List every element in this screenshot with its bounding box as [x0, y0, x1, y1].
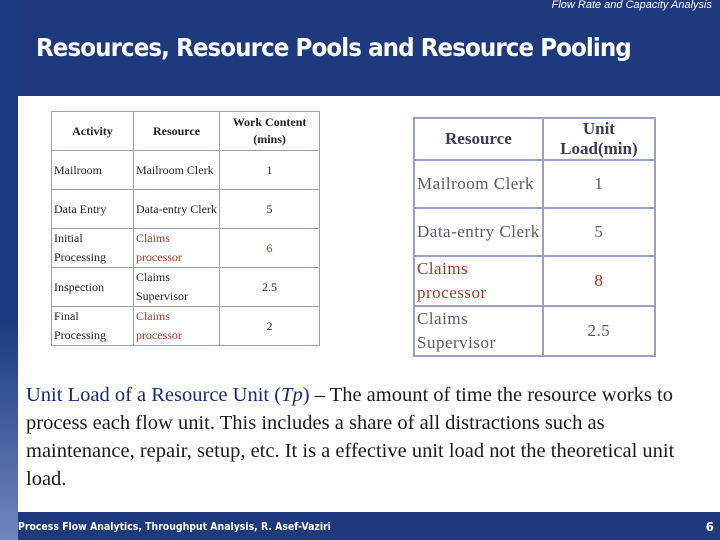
column-header-activity: Activity [52, 112, 134, 151]
unit-load-cell: 8 [543, 256, 655, 306]
resource-cell: Claims Supervisor [414, 306, 543, 356]
resource-cell: Claims processor [133, 229, 219, 268]
resource-cell: Claims processor [133, 307, 219, 346]
activity-cell: Initial Processing [52, 229, 134, 268]
activity-table [51, 111, 320, 346]
work-cell: 2 [220, 307, 320, 346]
table-row [52, 229, 320, 268]
activity-cell: Mailroom [52, 151, 134, 190]
column-header-work-content: Work Content (mins) [220, 112, 320, 151]
unit-load-table [413, 117, 656, 357]
slide-header [18, 0, 720, 96]
resource-cell: Mailroom Clerk [133, 151, 219, 190]
unit-load-definition [26, 381, 716, 493]
slide-footer [18, 512, 720, 540]
column-header-unit-load: Unit Load(min) [543, 118, 655, 160]
column-header-resource: Resource [414, 118, 543, 160]
table-row [52, 190, 320, 229]
table-row [414, 208, 655, 256]
table-header-row [52, 112, 320, 151]
activity-cell: Data Entry [52, 190, 134, 229]
table-row [414, 256, 655, 306]
table-row [414, 306, 655, 356]
top-caption: Flow Rate and Capacity Analysis [551, 0, 712, 11]
activity-cell: Final Processing [52, 307, 134, 346]
footer-text: Process Flow Analytics, Throughput Analysis, R. Asef-Vaziri [18, 520, 331, 533]
resource-cell: Data-entry Clerk [133, 190, 219, 229]
resource-cell: Claims Supervisor [133, 268, 219, 307]
work-cell: 2.5 [220, 268, 320, 307]
definition-term: Unit Load of a Resource Unit ( [26, 384, 282, 406]
slide-title: Resources, Resource Pools and Resource Pooling [36, 33, 631, 62]
definition-dash: – [309, 384, 330, 406]
work-cell: 6 [220, 229, 320, 268]
resource-cell: Data-entry Clerk [414, 208, 543, 256]
unit-load-cell: 1 [543, 160, 655, 208]
table-header-row [414, 118, 655, 160]
unit-load-cell: 2.5 [543, 306, 655, 356]
table-row [414, 160, 655, 208]
page-number: 6 [705, 520, 714, 534]
table-row [52, 268, 320, 307]
unit-load-cell: 5 [543, 208, 655, 256]
definition-term-end: ) [302, 384, 310, 406]
resource-cell: Claims processor [414, 256, 543, 306]
definition-body: The amount of time the resource works to process each flow unit. This includes a share of all distractions such as maintenance, repair, setup, etc. It is a effective unit load not the theoretical unit load. [26, 384, 675, 490]
activity-cell: Inspection [52, 268, 134, 307]
work-cell: 1 [220, 151, 320, 190]
left-sidebar-bar [0, 0, 18, 540]
table-row [52, 151, 320, 190]
table-row [52, 307, 320, 346]
work-cell: 5 [220, 190, 320, 229]
column-header-resource: Resource [133, 112, 219, 151]
resource-cell: Mailroom Clerk [414, 160, 543, 208]
definition-symbol: Tp [281, 384, 303, 406]
